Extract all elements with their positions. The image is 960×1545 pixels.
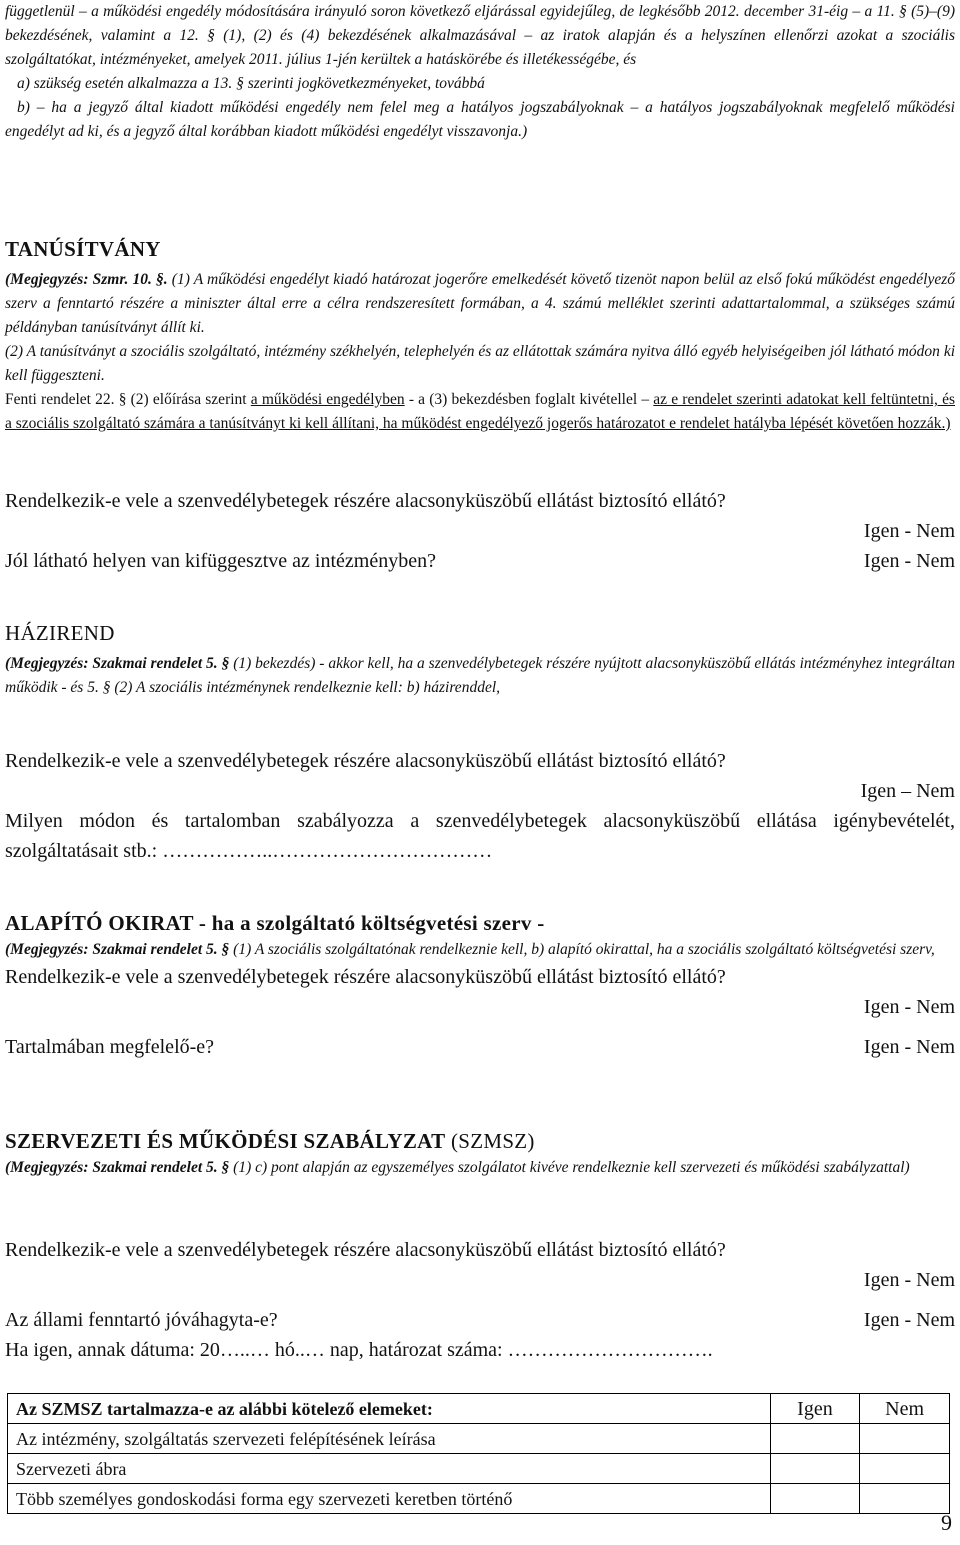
section-note [5,652,955,700]
question-provider-has: Rendelkezik-e vele a szenvedélybetegek részére alacsonyküszöbű ellátást biztosító ellátó? [5,750,726,772]
section-note-3 [5,388,955,436]
question-provider-has: Rendelkezik-e vele a szenvedélybetegek részére alacsonyküszöbű ellátást biztosító ellátó? [5,1239,726,1261]
answer-options[interactable]: Igen - Nem [863,1036,955,1058]
hazirend-questions [5,746,955,866]
intro-paragraph: függetlenül – a működési engedély módosítására irányuló soron következő eljárással egyidejűleg, de legkésőbb 2012. december 31-éig – a 11. § (5)–(9) bekezdésének, valamint a 12. § (1), (2) és (4) bekezdésének alkalmazásával – az iratok alapján és a helyszínen ellenőrzi azokat a szociális szolgáltatókat, intézményeket, amelyek 2011. július 1-jén kerültek a hatáskörébe és illetékességébe, és [5,3,955,68]
section-title: TANÚSÍTVÁNY [5,237,161,261]
title-main: ALAPÍTÓ OKIRAT [5,911,194,935]
table-row [8,1454,950,1484]
table-cell-yes[interactable] [770,1454,860,1484]
section-hazirend [5,620,955,700]
note-text: (1) A működési engedélyt kiadó határozat jogerőre emelkedését követő tizenöt napon belül az első fokú működést engedélyező szerv a fenntartó részére a miniszter által erre a célra rendszeresített formában, a 4. számú melléklet szerinti adattartalommal, a szükséges számú példányban tanúsítványt állít ki. [5,271,955,336]
answer-options[interactable]: Igen - Nem [863,1309,955,1331]
section-title: HÁZIREND [5,621,115,645]
section-note [5,268,955,340]
answer-options[interactable]: Igen - Nem [863,996,955,1018]
section-alapito-okirat [5,910,955,1062]
page-number: 9 [941,1510,952,1535]
title-main: SZERVEZETI ÉS MŰKÖDÉSI SZABÁLYZAT [5,1129,446,1153]
table-header-no: Nem [860,1394,950,1424]
note-prefix: (Megjegyzés: Szmr. 10. §. [5,271,168,288]
answer-options[interactable]: Igen - Nem [863,520,955,542]
table-row [8,1424,950,1454]
note-text: (1) bekezdés) - akkor kell, ha a szenvedélybetegek részére nyújtott alacsonyküszöbű ellátás intézményhez integráltan működik - és 5. § (2) A szociális intézménynek rendelkeznie kell: b) házirenddel, [5,655,955,696]
note-3-text-b: - a (3) bekezdésben foglalt kivétellel – [404,391,654,408]
szmsz-elements-table [7,1393,950,1514]
note-text: (1) c) pont alapján az egyszemélyes szolgálatot kivéve rendelkeznie kell szervezeti és működési szabályzattal) [229,1159,910,1176]
intro-item-a: a) szükség esetén alkalmazza a 13. § szerinti jogkövetkezményeket, továbbá [17,75,485,92]
note-3-underlined-a: a működési engedélyben [250,391,405,408]
section-note [5,938,955,962]
table-row [8,1484,950,1514]
table-cell-label: Szervezeti ábra [8,1454,771,1484]
section-title [5,910,955,936]
question-content-adequate [5,1032,955,1062]
table-cell-yes[interactable] [770,1424,860,1454]
question-provider-has: Rendelkezik-e vele a szenvedélybetegek részére alacsonyküszöbű ellátást biztosító ellátó? [5,490,726,512]
section-szmsz [5,1128,955,1180]
section-note [5,1156,955,1180]
question-text: Jól látható helyen van kifüggesztve az intézményben? [5,550,436,572]
intro-item-b: b) – ha a jegyző által kiadott működési engedély nem felel meg a hatályos jogszabályoknak – a hatályos jogszabályoknak megfelelő működési engedélyt ad ki, és a jegyző által korábban kiadott működési engedélyt visszavonja.) [5,99,955,140]
table-cell-no[interactable] [860,1424,950,1454]
question-text: Tartalmában megfelelő-e? [5,1036,215,1058]
note-3-underlined-b: az e rendelet szerinti adatokat kell feltüntetni, és a szociális szolgáltató számára a tanúsítványt ki kell állítani, ha működést engedélyező jogerős határozatot e rendelet hatályba lépését követően hozzák.) [5,391,955,432]
section-tanusitvany [5,236,955,436]
answer-options[interactable]: Igen - Nem [863,1269,955,1291]
table-header-row [8,1394,950,1424]
table-cell-no[interactable] [860,1454,950,1484]
note-3-text-a: Fenti rendelet 22. § (2) előírása szerint [5,391,251,408]
question-displayed [5,546,955,576]
table-header-yes: Igen [770,1394,860,1424]
table-cell-yes[interactable] [770,1484,860,1514]
note-prefix: (Megjegyzés: Szakmai rendelet 5. § [5,1159,230,1176]
title-suffix: - ha a szolgáltató költségvetési szerv - [193,911,545,935]
table-cell-no[interactable] [860,1484,950,1514]
question-provider-has: Rendelkezik-e vele a szenvedélybetegek részére alacsonyküszöbű ellátást biztosító ellátó? [5,966,726,988]
intro-block [5,0,955,144]
table-cell-label: Több személyes gondoskodási forma egy szervezeti keretben történő [8,1484,771,1514]
note-prefix: (Megjegyzés: Szakmai rendelet 5. § [5,655,230,672]
note-text: (1) A szociális szolgáltatónak rendelkeznie kell, b) alapító okirattal, ha a szociális szolgáltató költségvetési szerv, [229,941,935,958]
answer-options[interactable]: Igen – Nem [860,780,955,802]
note-prefix: (Megjegyzés: Szakmai rendelet 5. § [5,941,230,958]
tanusitvany-questions [5,486,955,576]
question-text: Az állami fenntartó jóváhagyta-e? [5,1309,278,1331]
table-header-label: Az SZMSZ tartalmazza-e az alábbi kötelező elemeket: [8,1394,771,1424]
question-regulation: Milyen módon és tartalomban szabályozza a szenvedélybetegek alacsonyküszöbű ellátása igénybevételét, szolgáltatásait stb.: ……………..…………………………… [5,810,955,862]
question-date: Ha igen, annak dátuma: 20…..… hó..… nap, határozat száma: …………………………. [5,1339,713,1361]
table-cell-label: Az intézmény, szolgáltatás szervezeti felépítésének leírása [8,1424,771,1454]
section-title [5,1128,955,1154]
answer-options[interactable]: Igen - Nem [863,550,955,572]
section-note-2: (2) A tanúsítványt a szociális szolgáltató, intézmény székhelyén, telephelyén és az ellátottak számára nyitva álló egyéb helyiségeiben jól látható módon ki kell függeszteni. [5,343,955,384]
question-approved [5,1305,955,1335]
szmsz-questions [5,1235,955,1365]
title-suffix: (SZMSZ) [445,1129,535,1153]
